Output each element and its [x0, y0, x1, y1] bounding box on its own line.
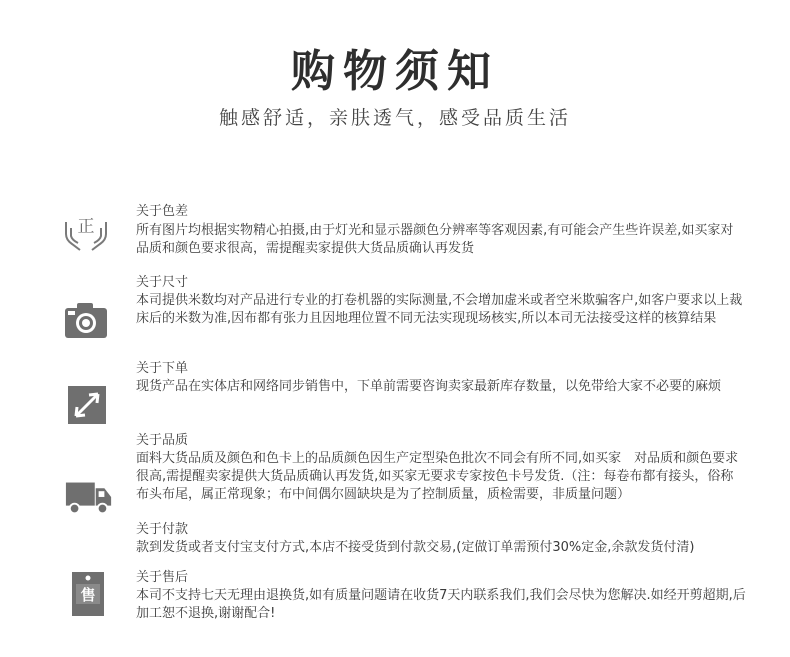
- section-text: 款到发货或者支付宝支付方式,本店不接受货到付款交易,(定做订单需预付30%定金,余款发货付清): [136, 540, 695, 555]
- page-subtitle: 触感舒适，亲肤透气，感受品质生活: [218, 107, 571, 129]
- camera-icon: [60, 296, 112, 348]
- section-text: 面料大货品质及颜色和色卡上的品质颜色因生产定型染色批次不同会有所不同,如买家 对品质和颜色要求很高,需提醒卖家提供大货品质确认再发货,如买家无要求专家按色卡号发货.（注：每卷布都有接头，俗称布头布尾，属正常现象；布中间偶尔圆缺块是为了控制质量，质检需要，非质量问题）: [136, 451, 739, 502]
- sale-tag-text: 售: [80, 586, 96, 604]
- page-title: 购物须知: [291, 46, 499, 97]
- section-text: 现货产品在实体店和网络同步销售中，下单前需要咨询卖家最新库存数量，以免带给大家不必要的麻烦: [136, 379, 722, 394]
- section-heading: 关于尺寸: [136, 275, 189, 290]
- section-text: 本司不支持七天无理由退换货,如有质量问题请在收货7天内联系我们,我们会尽快为您解决.如经开剪超期,后加工恕不退换,谢谢配合!: [136, 588, 746, 621]
- section-heading: 关于售后: [136, 570, 189, 585]
- sale-tag-icon: [68, 568, 108, 620]
- section-heading: 关于下单: [136, 361, 189, 376]
- section-heading: 关于付款: [136, 522, 189, 537]
- resize-arrow-icon: [60, 380, 112, 432]
- section-heading: 关于品质: [136, 433, 189, 448]
- section-text: 所有图片均根据实物精心拍摄,由于灯光和显示器颜色分辨率等客观因素,有可能会产生些许误差,如买家对品质和颜色要求很高，需提醒卖家提供大货品质确认再发货: [136, 223, 734, 256]
- svg-text:正: 正: [77, 217, 95, 237]
- section-text: 本司提供米数均对产品进行专业的打卷机器的实际测量,不会增加虚米或者空米欺骗客户,如客户要求以上裁床后的米数为准,因布都有张力且因地理位置不同无法实现现场核实,所以本司无法接受这样的核算结果: [136, 293, 743, 326]
- section-heading: 关于色差: [136, 204, 189, 219]
- truck-icon: [64, 470, 114, 522]
- hands-zheng-icon: [60, 204, 112, 256]
